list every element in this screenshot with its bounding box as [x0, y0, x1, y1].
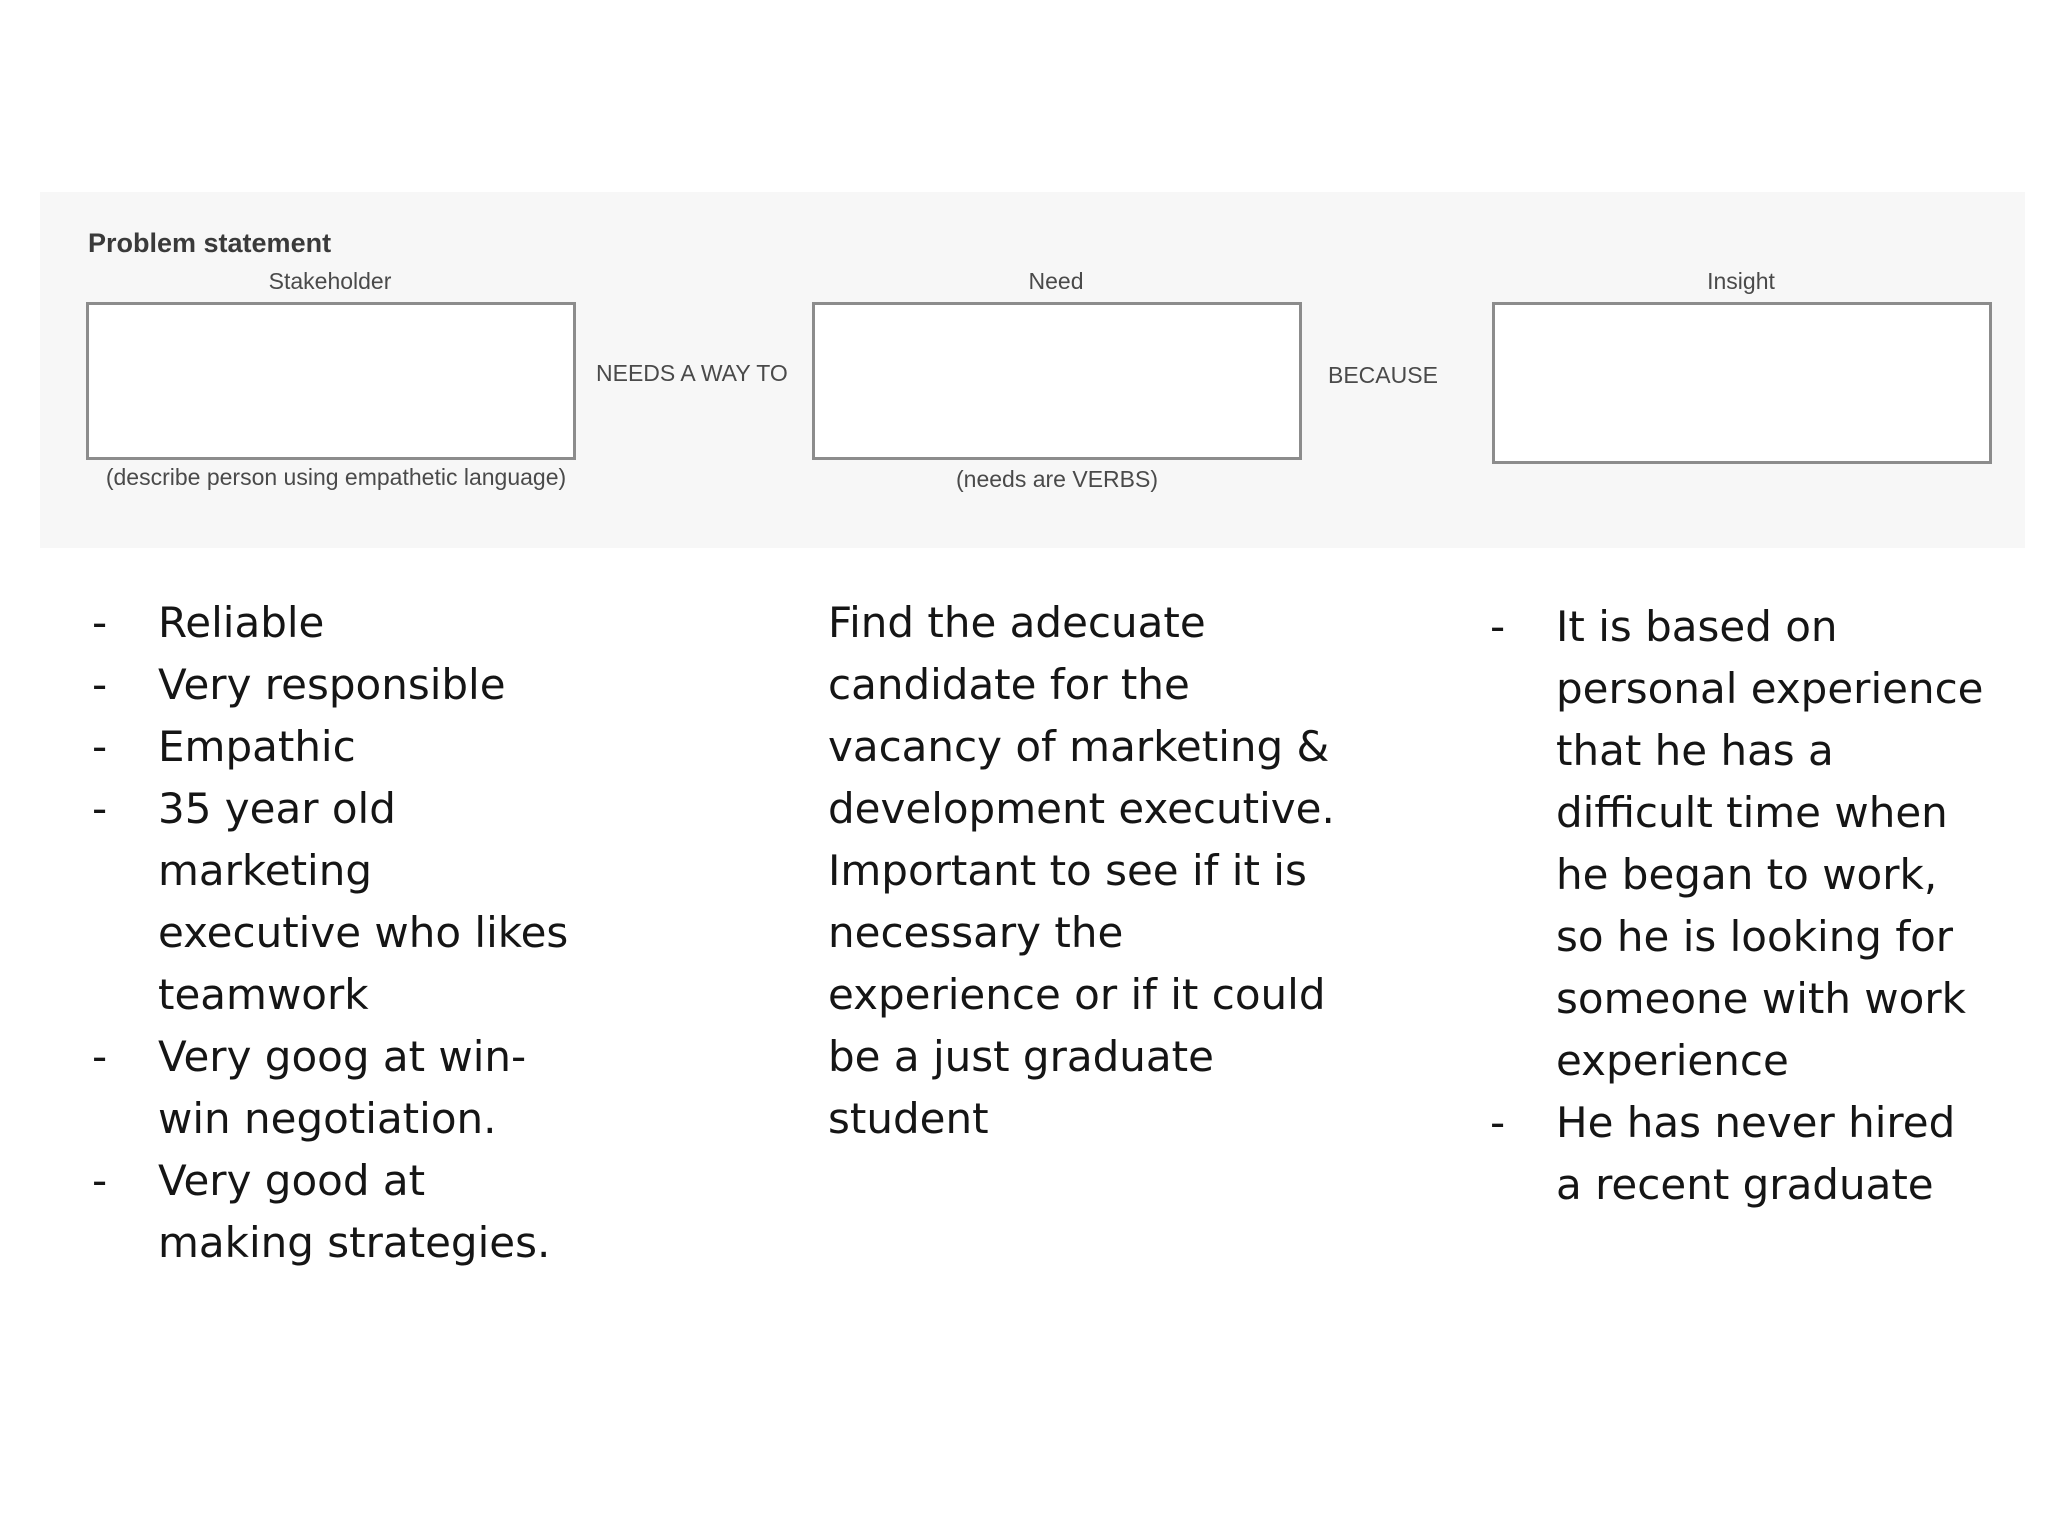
insight-label: Insight: [1707, 268, 1775, 294]
need-box: [812, 302, 1302, 460]
stakeholder-label: Stakeholder: [268, 268, 392, 294]
stakeholder-list: [92, 592, 632, 1274]
bullet-dash: -: [92, 1032, 108, 1081]
stakeholder-column: [92, 592, 632, 1274]
bullet-dash: -: [1490, 602, 1506, 651]
list-item-text: Very goog at win-win negotiation.: [158, 1032, 527, 1143]
bullet-dash: -: [92, 784, 108, 833]
bullet-dash: -: [92, 598, 108, 647]
list-item-text: Very good at making strategies.: [158, 1156, 551, 1267]
problem-statement-title: Problem statement: [88, 228, 332, 258]
need-column: [828, 592, 1348, 1150]
list-item-text: He has never hired a recent graduate: [1556, 1098, 1956, 1209]
stakeholder-hint: (describe person using empathetic language): [105, 464, 567, 490]
need-text: Find the adecuate candidate for the vacancy of marketing & development executive. Important to see if it is necessary the experience or if it could be a just graduate student: [828, 598, 1335, 1143]
because-connector: BECAUSE: [1328, 362, 1438, 388]
list-item: [92, 654, 632, 716]
list-item: [92, 592, 632, 654]
insight-box: [1492, 302, 1992, 464]
bullet-dash: -: [1490, 1098, 1506, 1147]
list-item: [92, 1026, 578, 1150]
stakeholder-box: [86, 302, 576, 460]
need-hint: (needs are VERBS): [956, 466, 1158, 492]
list-item: [92, 1150, 578, 1274]
list-item-text: Very responsible: [158, 660, 506, 709]
need-label: Need: [1028, 268, 1084, 294]
list-item-text: 35 year old marketing executive who likes teamwork: [158, 784, 569, 1019]
bullet-dash: -: [92, 722, 108, 771]
list-item: [1490, 1092, 1990, 1216]
list-item-text: Reliable: [158, 598, 325, 647]
list-item-text: Empathic: [158, 722, 356, 771]
insight-column: [1490, 596, 1990, 1216]
list-item: [1490, 596, 1990, 1092]
bullet-dash: -: [92, 660, 108, 709]
list-item-text: It is based on personal experience that he has a difficult time when he began to work, so he is looking for someone with work experience: [1556, 602, 1984, 1085]
needs-a-way-to-connector: NEEDS A WAY TO: [596, 360, 788, 386]
insight-list: [1490, 596, 1990, 1216]
list-item: [92, 716, 632, 778]
list-item: [92, 778, 578, 1026]
bullet-dash: -: [92, 1156, 108, 1205]
